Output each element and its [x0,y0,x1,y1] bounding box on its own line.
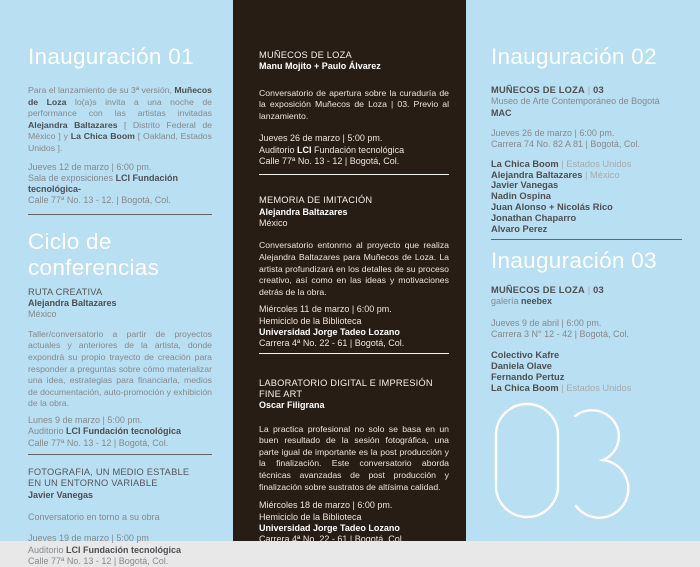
talk-fotografia-header [28,467,212,501]
event-address-line: Calle 77ª No. 13 - 12 | Bogotá, Col. [28,437,169,448]
event-date-line: Miércoles 11 de marzo | 6:00 pm. [259,304,392,315]
session-title: MUÑECOS DE LOZA [259,50,352,60]
session-title: LABORATORIO DIGITAL E IMPRESIÓN FINE ART [259,377,433,399]
talk-title-line2: EN UN ENTORNO VARIABLE [28,478,158,489]
session-speaker: Alejandra Baltazares [259,206,348,217]
artist-name: Alejandra Baltazares | México [491,169,620,180]
artist-name: Alvaro Perez [491,224,548,235]
opening-02-header [491,85,682,119]
talk-title: RUTA CREATIVA [28,286,103,297]
artist-name: Nadin Ospina [491,191,551,202]
divider-line [259,353,449,354]
artist-name: La Chica Boom | Estados Unidos [491,158,632,169]
talk-origin: México [28,309,57,320]
session-laboratorio-header [259,378,449,412]
watermark-number-03 [494,402,636,520]
event-address-line: Calle 77ª No. 13 - 12 | Bogotá, Col. [28,555,169,566]
event-address-line: Calle 77ª No. 13 - 12. | Bogotá, Col. [28,195,171,206]
opening-03-artist-list [491,350,682,394]
session-event-details [259,500,449,545]
event-date-line: Jueves 26 de marzo | 6:00 pm. [491,128,615,138]
event-date-line: Jueves 26 de marzo | 5:00 pm. [259,133,383,144]
opening-03-header [491,285,682,308]
talk-description: Taller/conversatorio a partir de proyectos actuales y anteriores de la artista, donde expondrá su propio trayecto de creación para responder a preguntas sobre cómo materializar una idea, estrategias para financiarla, medios de documentación, auto-promoción y exhibición de la obra. [28,328,212,409]
event-address-line: Carrera 4ª No. 22 - 61 | Bogotá, Col. [259,534,405,545]
exhibition-venue: galería neebex [491,296,553,307]
talk-event-details [28,415,212,449]
session-speaker: Oscar Filigrana [259,400,325,411]
session-event-details [259,304,449,349]
event-venue-line: Auditorio LCI Fundación tecnológica [259,144,405,155]
event-venue-line: Auditorio LCI Fundación tecnológica [28,544,182,555]
event-date-line: Jueves 19 de marzo | 5:00 pm [28,533,149,544]
divider-line [259,174,449,175]
talk-event-details [28,533,212,567]
section-title-inauguracion-02: Inauguración 02 [491,44,657,69]
artist-name: La Chica Boom | Estados Unidos [491,382,632,393]
exhibition-venue: Museo de Arte Contemporáneo de Bogotá MAC [491,96,660,118]
event-address-line: Carrera 74 No. 82 A 81 | Bogotá, Col. [491,139,640,150]
session-memoria-header [259,195,449,229]
event-university-line: Universidad Jorge Tadeo Lozano [259,326,400,337]
event-venue-line: Hemiciclo de la Biblioteca [259,315,362,326]
artist-name: Javier Vanegas [491,180,559,191]
session-description: Conversatorio de apertura sobre la curaduría de la exposición Muñecos de Loza | 03. Previo al lanzamiento. [259,87,449,121]
opening-02-artist-list [491,159,682,235]
artist-name: Jonathan Chaparro [491,213,577,224]
event-venue-line: Auditorio LCI Fundación tecnológica [28,426,182,437]
intro-paragraph: Para el lanzamiento de su 3ª versión, Muñecos de Loza lo(a)s invita a una noche de performance con las artistas invitadas Alejandra Baltazares [ Distrito Federal de México ] y La Chica Boom [ Oakland, Estados Unidos ]. [28,85,212,153]
column-inauguracion-01 [0,0,233,566]
artist-name: Daniela Olave [491,361,552,372]
session-description: Conversatorio entonrno al proyecto que realiza Alejandra Baltazares para Muñecos de Loza. La artista profundizará en los detalles de su proceso creativo, así como en las ideas y motivaciones detrás de la obra. [259,240,449,297]
talk-ruta-creativa-header [28,287,212,321]
divider-line [28,454,212,455]
section-title-inauguracion-01: Inauguración 01 [28,44,194,69]
event-address-line: Carrera 4ª No. 22 - 61 | Bogotá, Col. [259,338,405,349]
event-address-line: Calle 77ª No. 13 - 12 | Bogotá, Col. [259,156,400,167]
divider-line [491,239,682,240]
event-venue-line: Sala de exposiciones LCI Fundación tecnológica- [28,172,179,195]
column-conversatorios [233,0,466,545]
artist-name: Colectivo Kafre [491,350,560,361]
talk-description: Conversatorio en torno a su obra [28,511,160,522]
event-university-line: Universidad Jorge Tadeo Lozano [259,522,400,533]
section-title-ciclo-conferencias: Ciclo de conferencias [28,228,160,280]
event-date-line: Jueves 12 de marzo | 6:00 pm. [28,161,152,172]
event-date-line: Lunes 9 de marzo | 5:00 pm. [28,414,143,425]
opening-02-event-details [491,128,682,151]
artist-name: Fernando Pertuz [491,372,565,383]
event-venue-line: Hemiciclo de la Biblioteca [259,511,362,522]
session-event-details [259,133,449,167]
event-details-opening-01 [28,162,212,207]
exhibition-title: MUÑECOS DE LOZA | 03 [491,85,604,95]
divider-line [28,214,212,215]
session-origin: México [259,218,288,229]
event-date-line: Miércoles 18 de marzo | 6:00 pm. [259,500,393,511]
exhibition-title: MUÑECOS DE LOZA | 03 [491,284,604,295]
opening-03-event-details [491,318,682,341]
section-title-inauguracion-03: Inauguración 03 [491,247,657,273]
talk-speaker: Javier Vanegas [28,489,94,500]
session-speakers: Manu Mojito + Paulo Álvarez [259,61,381,72]
talk-title-line1: FOTOGRAFIA, UN MEDIO ESTABLE [28,466,190,477]
session-munecos-header [259,50,449,73]
artist-name: Juan Alonso + Nicolás Rico [491,202,613,213]
session-description: La practica profesional no solo se basa en un buen resultado de la sesión fotográfica, una parte igual de importante es la post producción y la finalización. Este conversatorio aborda técnicas avanzadas de post producción y finalización sobre sustratos de altísima calidad. [259,423,449,492]
event-date-line: Jueves 9 de abril | 6:00 pm. [491,317,602,328]
event-address-line: Carrera 3 N° 12 - 42 | Bogotá, Col. [491,328,630,339]
session-title: MEMORIA DE IMITACIÓN [259,195,373,206]
talk-speaker: Alejandra Baltazares [28,298,117,309]
column-inauguracion-02-03 [466,0,700,541]
